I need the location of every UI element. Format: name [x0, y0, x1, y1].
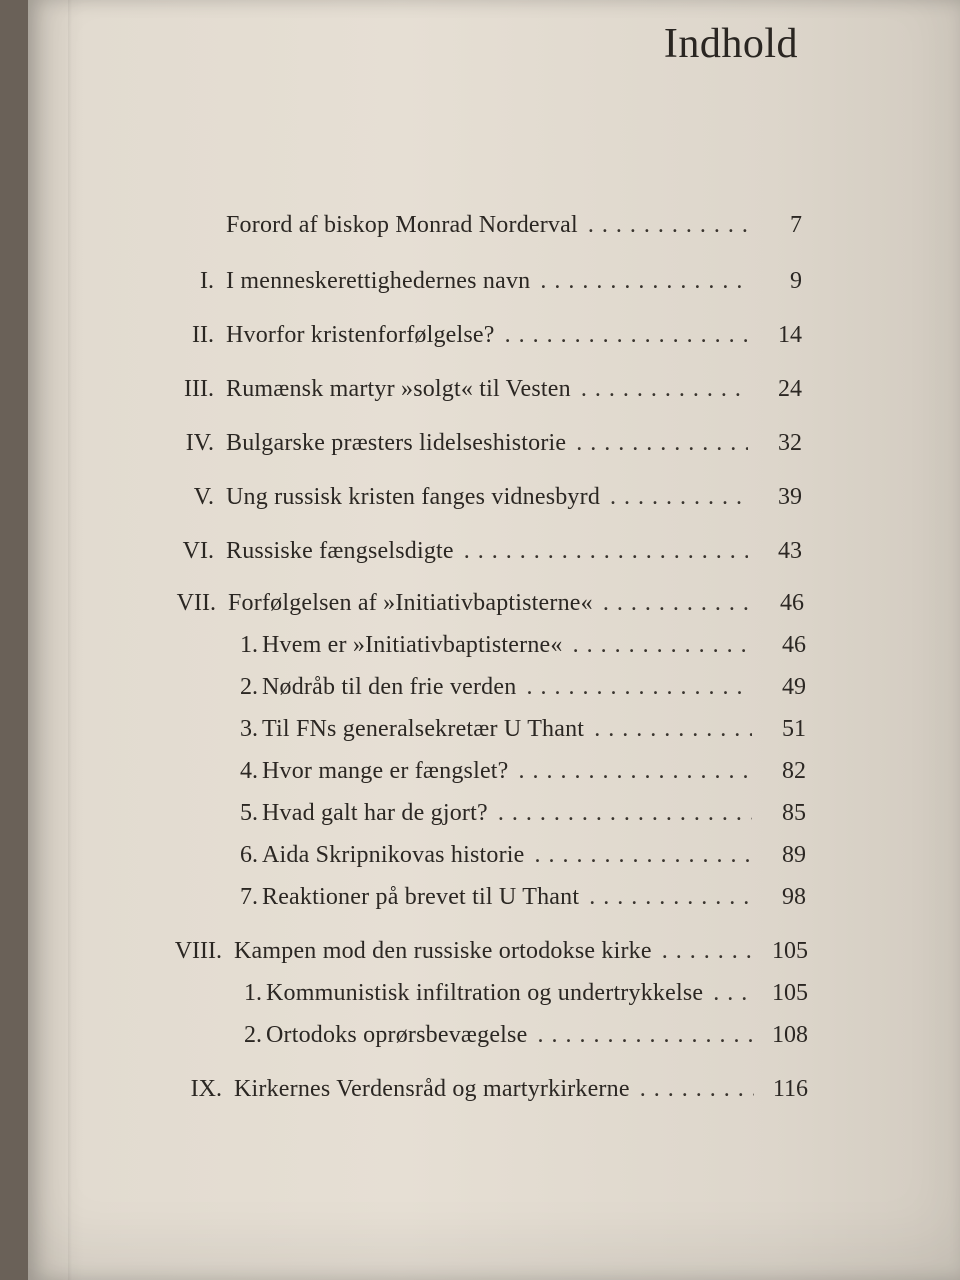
- toc-entry-chapter-6: [182, 538, 802, 568]
- toc-entry-page: 46: [780, 590, 804, 616]
- leader-dots: [519, 758, 752, 785]
- toc-entry-chapter-2: [192, 322, 802, 352]
- toc-entry-label: Bulgarske præsters lidelseshistorie: [226, 430, 567, 456]
- toc-entry-page: 85: [782, 800, 806, 826]
- leader-dots: [540, 268, 748, 295]
- toc-entry-page: 116: [772, 1076, 808, 1102]
- toc-entry-page: 39: [778, 484, 802, 510]
- toc-entry-label: Reaktioner på brevet til U Thant: [262, 884, 580, 910]
- chapter-number: VI.: [182, 538, 214, 564]
- toc-entry-label: Nødråb til den frie verden: [262, 674, 517, 700]
- leader-dots: [610, 484, 748, 511]
- toc-subentry-7-7: [240, 884, 806, 914]
- toc-subentry-7-5: [240, 800, 806, 830]
- chapter-number: II.: [192, 322, 214, 348]
- toc-entry-label: Hvem er »Initiativbaptisterne«: [262, 632, 563, 658]
- chapter-number: IX.: [190, 1076, 222, 1102]
- toc-entry-chapter-9: [190, 1076, 808, 1106]
- toc-subentry-7-2: [240, 674, 806, 704]
- toc-subentry-8-1: [244, 980, 808, 1010]
- leader-dots: [505, 322, 748, 349]
- leader-dots: [526, 674, 752, 701]
- toc-subentry-7-4: [240, 758, 806, 788]
- toc-subentry-7-1: [240, 632, 806, 662]
- toc-entry-label: Ung russisk kristen fanges vidnesbyrd: [226, 484, 601, 510]
- toc-entry-chapter-7: [176, 590, 804, 620]
- section-number: 4.: [240, 758, 258, 784]
- leader-dots: [640, 1076, 754, 1103]
- section-number: 5.: [240, 800, 258, 826]
- toc-entry-label: Kampen mod den russiske ortodokse kirke: [234, 938, 652, 964]
- section-number: 7.: [240, 884, 258, 910]
- toc-entry-label: Forord af biskop Monrad Norderval: [226, 212, 578, 238]
- toc-entry-page: 98: [782, 884, 806, 910]
- toc-entry-page: 7: [790, 212, 802, 238]
- page-title: Indhold: [663, 21, 798, 67]
- toc-entry-label: Kirkernes Verdensråd og martyrkirkerne: [234, 1076, 630, 1102]
- toc-entry-label: Aida Skripnikovas historie: [262, 842, 525, 868]
- toc-entry-label: Kommunistisk infiltration og undertrykkelse: [266, 980, 704, 1006]
- toc-entry-chapter-3: [184, 376, 802, 406]
- toc-entry-chapter-8: [174, 938, 808, 968]
- toc-entry-label: Hvor mange er fængslet?: [262, 758, 509, 784]
- toc-entry-page: 43: [778, 538, 802, 564]
- toc-entry-page: 14: [778, 322, 802, 348]
- toc-subentry-8-2: [244, 1022, 808, 1052]
- leader-dots: [589, 884, 752, 911]
- toc-entry-page: 9: [790, 268, 802, 294]
- leader-dots: [588, 212, 748, 239]
- book-page: [28, 0, 960, 1280]
- toc-entry-chapter-1: [200, 268, 802, 298]
- chapter-number: I.: [200, 268, 214, 294]
- toc-entry-label: Forfølgelsen af »Initiativbaptisterne«: [228, 590, 593, 616]
- leader-dots: [535, 842, 752, 869]
- toc-entry-page: 24: [778, 376, 802, 402]
- toc-entry-page: 46: [782, 632, 806, 658]
- leader-dots: [713, 980, 754, 1007]
- section-number: 6.: [240, 842, 258, 868]
- toc-entry-label: Russiske fængselsdigte: [226, 538, 454, 564]
- leader-dots: [581, 376, 748, 403]
- chapter-number: VIII.: [174, 938, 222, 964]
- section-number: 1.: [244, 980, 262, 1006]
- leader-dots: [498, 800, 752, 827]
- table-of-contents: [28, 0, 960, 1280]
- toc-entry-page: 51: [782, 716, 806, 742]
- toc-entry-label: Hvorfor kristenforfølgelse?: [226, 322, 495, 348]
- leader-dots: [576, 430, 748, 457]
- toc-entry-page: 32: [778, 430, 802, 456]
- section-number: 2.: [244, 1022, 262, 1048]
- section-number: 1.: [240, 632, 258, 658]
- toc-entry-page: 89: [782, 842, 806, 868]
- toc-entry-page: 105: [772, 980, 808, 1006]
- leader-dots: [573, 632, 752, 659]
- section-number: 2.: [240, 674, 258, 700]
- toc-entry-chapter-4: [185, 430, 802, 460]
- toc-entry-label: Rumænsk martyr »solgt« til Vesten: [226, 376, 571, 402]
- toc-entry-foreword: [226, 212, 802, 242]
- chapter-number: IV.: [185, 430, 214, 456]
- leader-dots: [662, 938, 754, 965]
- chapter-number: VII.: [176, 590, 216, 616]
- leader-dots: [464, 538, 748, 565]
- toc-entry-label: Ortodoks oprørsbevægelse: [266, 1022, 528, 1048]
- toc-entry-label: Til FNs generalsekretær U Thant: [262, 716, 585, 742]
- toc-entry-label: I menneskerettighedernes navn: [226, 268, 531, 294]
- toc-entry-chapter-5: [193, 484, 802, 514]
- toc-subentry-7-3: [240, 716, 806, 746]
- toc-entry-page: 49: [782, 674, 806, 700]
- toc-entry-page: 108: [772, 1022, 808, 1048]
- toc-entry-page: 105: [772, 938, 808, 964]
- leader-dots: [594, 716, 752, 743]
- chapter-number: III.: [184, 376, 214, 402]
- toc-entry-label: Hvad galt har de gjort?: [262, 800, 488, 826]
- leader-dots: [603, 590, 750, 617]
- section-number: 3.: [240, 716, 258, 742]
- leader-dots: [537, 1022, 754, 1049]
- toc-entry-page: 82: [782, 758, 806, 784]
- toc-subentry-7-6: [240, 842, 806, 872]
- chapter-number: V.: [193, 484, 214, 510]
